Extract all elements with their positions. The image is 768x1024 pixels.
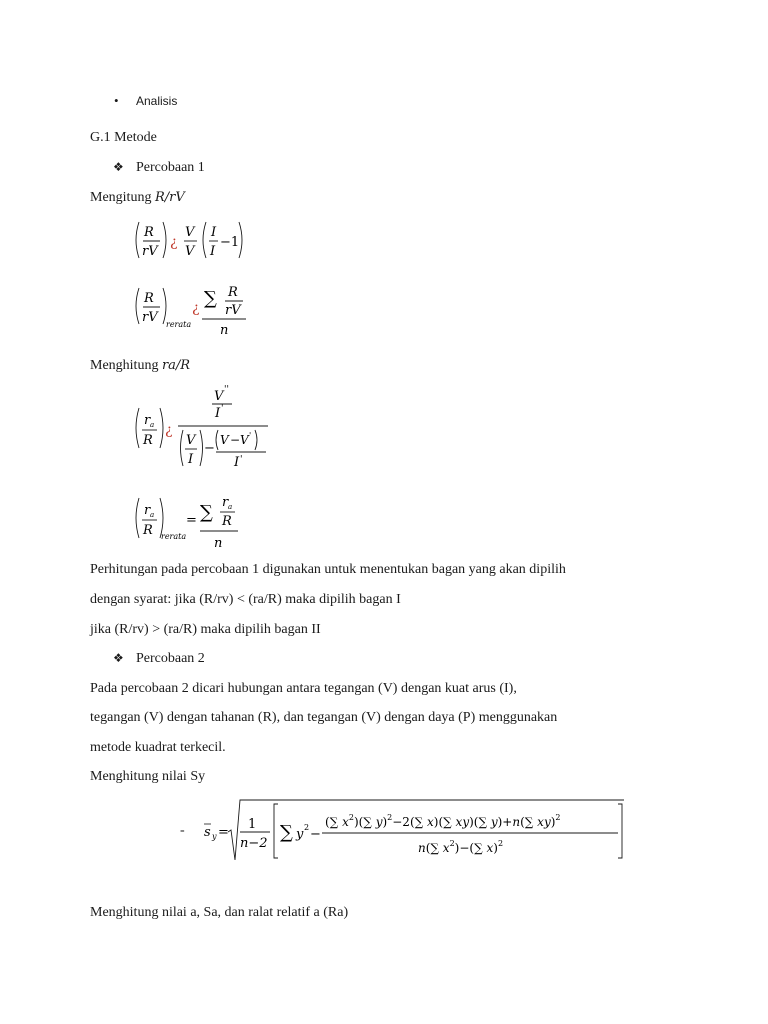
svg-text:−: −	[310, 827, 321, 842]
frac-num-r: R	[144, 225, 154, 240]
diamond-bullet-icon: ❖	[113, 160, 124, 174]
svg-text:V: V	[220, 433, 229, 447]
frac-num-i: I	[211, 225, 217, 240]
section-title: G.1 Metode	[90, 130, 157, 145]
svg-text:R: R	[143, 523, 153, 538]
mengitung-prefix: Mengitung	[90, 190, 155, 205]
para2-line2: tegangan (V) dengan tahanan (R), dan tegangan (V) dengan daya (P) menggunakan	[90, 710, 558, 725]
minus-one: −1	[220, 235, 240, 250]
svg-text:y: y	[212, 832, 217, 841]
percobaan2-label: Percobaan 2	[136, 651, 205, 666]
formula-ra-r-rerata	[130, 490, 260, 552]
svg-text:r: r	[144, 503, 151, 518]
para1-line3: jika (R/rv) > (ra/R) maka dipilih bagan II	[90, 622, 321, 637]
diamond-bullet-icon: ❖	[113, 651, 124, 665]
paren-left	[136, 288, 139, 324]
svg-text:': '	[249, 431, 252, 440]
frac-den-v: V	[185, 244, 195, 259]
paren-left	[136, 222, 139, 258]
svg-text:∑: ∑	[280, 822, 293, 843]
paren-right	[163, 288, 166, 324]
equals-sign: =	[186, 513, 197, 528]
menghitung-ra-var: ra/R	[161, 358, 191, 373]
formula-sy	[200, 794, 630, 866]
mengitung-var: R/rV	[154, 190, 185, 205]
para1-line2: dengan syarat: jika (R/rv) < (ra/R) maka dipilih bagan I	[90, 592, 401, 607]
paren-left	[136, 408, 139, 448]
subscript-rerata: rerata	[161, 532, 187, 541]
para1-line1: Perhitungan pada percobaan 1 digunakan untuk menentukan bagan yang akan dipilih	[90, 562, 566, 577]
formula-r-rv	[130, 218, 260, 266]
svg-text:n: n	[214, 536, 223, 551]
menghitung-ra-prefix: Menghitung	[90, 358, 162, 373]
svg-text:r: r	[222, 495, 229, 510]
para2-line3: metode kuadrat terkecil.	[90, 740, 226, 755]
svg-text:a: a	[150, 421, 155, 429]
svg-text:−: −	[230, 433, 241, 447]
mengitung-heading	[90, 190, 185, 206]
bullet-dot: •	[114, 93, 119, 108]
frac-num-v: V	[185, 225, 195, 240]
svg-text:=: =	[218, 825, 229, 840]
menghitung-ra-heading	[90, 358, 190, 374]
svg-text:s: s	[204, 825, 211, 840]
svg-text:−: −	[204, 441, 215, 456]
svg-text:n: n	[220, 323, 229, 338]
svg-text:1: 1	[248, 817, 257, 832]
paren-right	[160, 408, 163, 448]
svg-text:R: R	[228, 285, 238, 300]
inverted-question: ¿	[192, 300, 200, 316]
svg-text:R: R	[144, 291, 154, 306]
subscript-rerata: rerata	[166, 320, 192, 329]
svg-text:V: V	[186, 433, 196, 448]
menghitung-sy-heading: Menghitung nilai Sy	[90, 769, 206, 784]
svg-text:a: a	[228, 503, 233, 511]
bracket-left	[274, 804, 278, 858]
svg-text:a: a	[150, 511, 155, 519]
paren-right	[163, 222, 166, 258]
svg-text:': '	[240, 455, 243, 465]
inverted-question: ¿	[170, 234, 178, 250]
percobaan1-label: Percobaan 1	[136, 160, 205, 175]
frac-den-i: I	[210, 244, 216, 259]
svg-text:rV: rV	[142, 310, 158, 325]
list-dash: -	[180, 823, 185, 838]
svg-text:I: I	[215, 406, 221, 421]
menghitung-a-heading: Menghitung nilai a, Sa, dan ralat relatif a (Ra)	[90, 905, 349, 920]
bracket-right	[618, 804, 622, 858]
paren-right	[239, 222, 242, 258]
svg-text:r: r	[144, 413, 151, 428]
sigma-symbol: ∑	[200, 502, 213, 523]
analisis-label: Analisis	[136, 94, 178, 108]
svg-text:R: R	[143, 433, 153, 448]
svg-text:I: I	[234, 455, 240, 470]
para2-line1: Pada percobaan 2 dicari hubungan antara tegangan (V) dengan kuat arus (I),	[90, 681, 517, 696]
sigma-symbol: ∑	[204, 288, 217, 309]
svg-text:'': ''	[224, 385, 229, 395]
inverted-question: ¿	[165, 422, 173, 438]
svg-text:n(∑ x2)−(∑ x)2: n(∑ $x^2)-(\sum$ x)$^2$	[418, 839, 504, 855]
svg-text:y: y	[296, 827, 304, 842]
svg-text:R: R	[222, 514, 232, 529]
svg-text:2: 2	[304, 823, 310, 832]
svg-text:n−2: n−2	[240, 836, 268, 851]
paren-left	[203, 222, 206, 258]
svg-text:rV: rV	[225, 303, 241, 318]
formula-r-rv-rerata	[130, 282, 260, 340]
svg-text:I: I	[188, 452, 194, 467]
svg-text:': '	[221, 404, 224, 414]
svg-text:(∑ x2)(∑ y)2−2(∑ x)(∑ xy)(∑ y): (∑ $x^2)(\sum$ y)$^2$−2(∑ x)(∑ xy)(∑ y)+n(∑ xy)$^2$	[325, 813, 561, 829]
frac-den-rv: rV	[142, 244, 158, 259]
svg-text:V: V	[214, 389, 224, 404]
svg-text:V: V	[240, 433, 249, 447]
formula-ra-r	[130, 384, 280, 474]
